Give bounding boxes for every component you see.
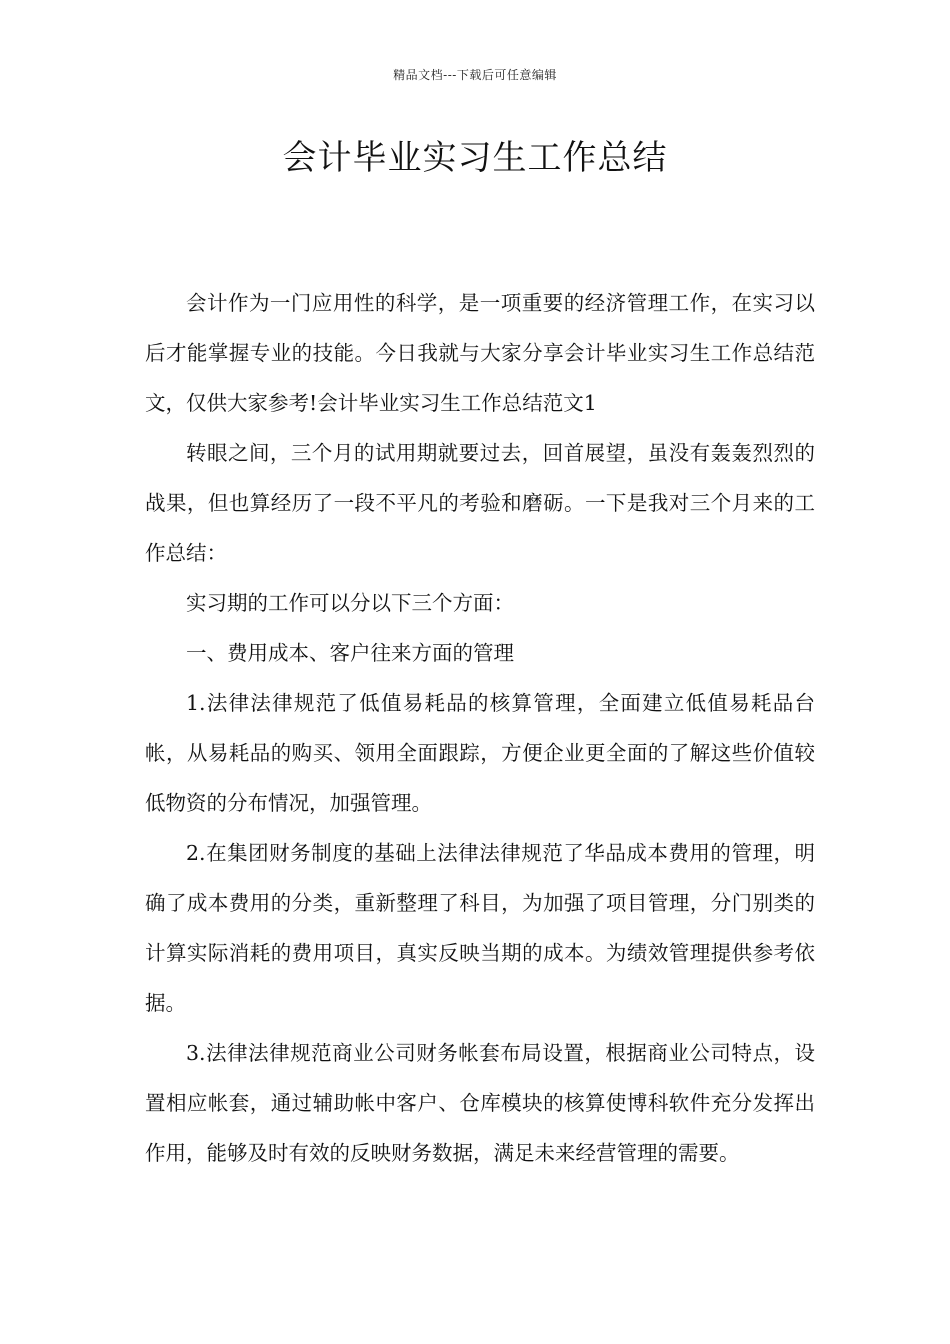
paragraph-section-heading: 一、费用成本、客户往来方面的管理	[186, 641, 514, 665]
document-title: 会计毕业实习生工作总结	[282, 138, 668, 178]
paragraph-intro: 会计作为一门应用性的科学，是一项重要的经济管理工作，在实习以后才能掌握专业的技能。今日我就与大家分享会计毕业实习生工作总结范文，仅供大家参考!会计毕业实习生工作总结范文1	[145, 291, 815, 415]
paragraph-overview: 转眼之间，三个月的试用期就要过去，回首展望，虽没有轰轰烈烈的战果，但也算经历了一段不平凡的考验和磨砺。一下是我对三个月来的工作总结：	[145, 441, 815, 565]
paragraph-item-2: 2.在集团财务制度的基础上法律法律规范了华品成本费用的管理，明确了成本费用的分类，重新整理了科目，为加强了项目管理，分门别类的计算实际消耗的费用项目，真实反映当期的成本。为绩效管理提供参考依据。	[145, 841, 815, 1015]
paragraph-item-3: 3.法律法律规范商业公司财务帐套布局设置，根据商业公司特点，设置相应帐套，通过辅助帐中客户、仓库模块的核算使博科软件充分发挥出作用，能够及时有效的反映财务数据，满足未来经营管理的需要。	[145, 1041, 815, 1165]
document-body	[145, 278, 815, 1178]
paragraph-item-1: 1.法律法律规范了低值易耗品的核算管理，全面建立低值易耗品台帐，从易耗品的购买、领用全面跟踪，方便企业更全面的了解这些价值较低物资的分布情况，加强管理。	[145, 691, 815, 815]
page-header: 精品文档---下载后可任意编辑	[393, 68, 557, 82]
paragraph-aspects: 实习期的工作可以分以下三个方面：	[186, 591, 514, 615]
